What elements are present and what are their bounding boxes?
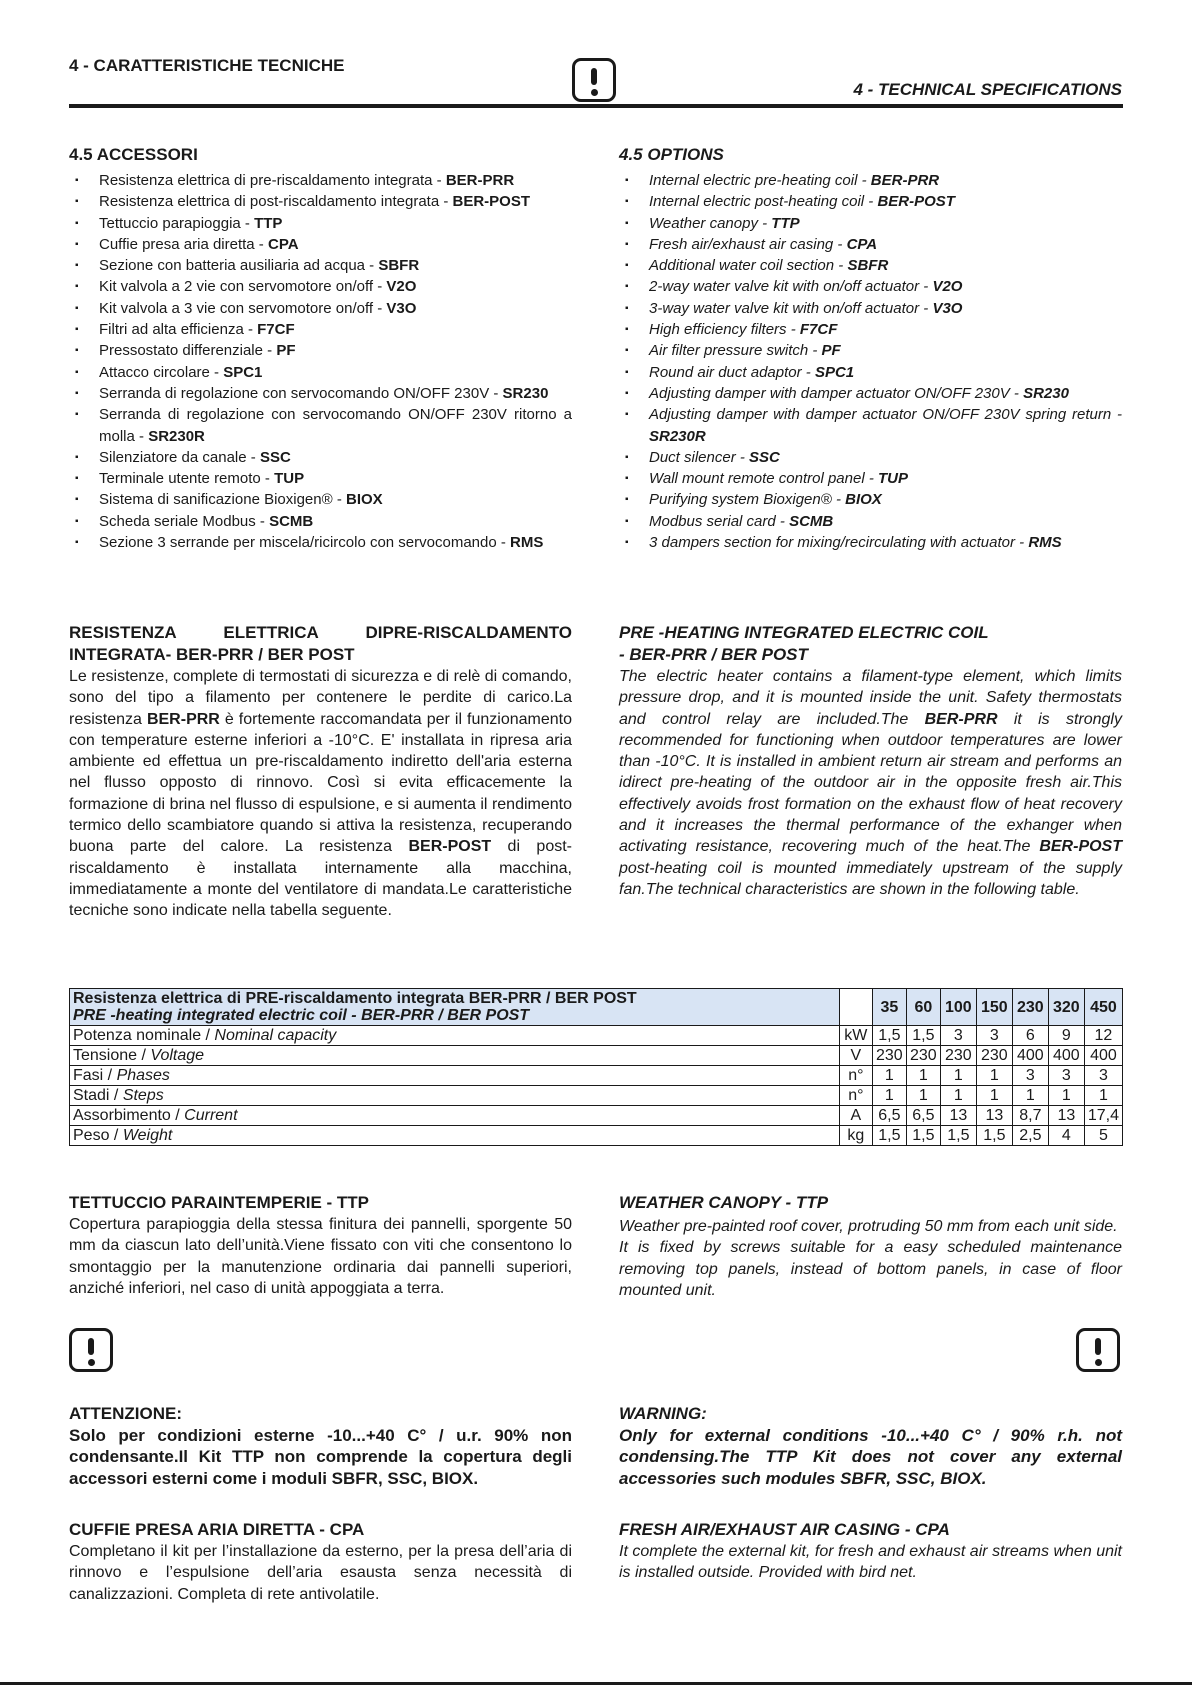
table-unit-cell: n° [839,1086,872,1106]
table-value-cell: 3 [940,1026,976,1046]
warning-section-it [69,1403,572,1489]
table-value-cell: 3 [1012,1066,1048,1086]
list-item: ▪ Kit valvola a 2 vie con servomotore on/off - V2O [69,276,572,297]
list-item: ▪ Wall mount remote control panel - TUP [619,468,1122,489]
table-value-cell: 2,5 [1012,1126,1048,1146]
list-item: ▪ Adjusting damper with damper actuator ON/OFF 230V spring return - SR230R [619,404,1122,447]
ttp-body2-en: It is fixed by screws suitable for a easy scheduled maintenance removing top panels, instead of bottom panels, in case of floor mounted unit. [619,1239,1122,1299]
resistenza-title-line1-en: PRE -HEATING INTEGRATED ELECTRIC COIL [619,623,989,642]
cpa-section-it [69,1519,572,1605]
warning-body-en: Only for external conditions -10...+40 C° / 90% r.h. not condensing.The TTP Kit does not cover any external accessories such modules SBFR, SSC, BIOX. [619,1426,1122,1488]
ttp-section-en [619,1192,1122,1301]
table-value-cell: 1,5 [872,1126,906,1146]
table-value-cell: 1 [976,1066,1012,1086]
header-section-title-it: 4 - CARATTERISTICHE TECNICHE [69,56,345,75]
table-size-header: 320 [1048,989,1084,1026]
table-row [70,1106,1123,1126]
resistenza-title-line2-en: - BER-PRR / BER POST [619,645,808,664]
table-row-label: Peso / Weight [70,1126,840,1146]
table-size-header: 150 [976,989,1012,1026]
warning-title-en: WARNING: [619,1404,707,1423]
table-value-cell: 1,5 [872,1026,906,1046]
table-value-cell: 13 [976,1106,1012,1126]
list-item: ▪ Sistema di sanificazione Bioxigen® - BIOX [69,489,572,510]
options-title: 4.5 OPTIONS [619,145,724,164]
table-title-it: Resistenza elettrica di PRE-riscaldamento integrata BER-PRR / BER POST [73,990,637,1007]
table-value-cell: 400 [1084,1046,1122,1066]
table-title-en: PRE -heating integrated electric coil - BER-PRR / BER POST [73,1007,530,1024]
ttp-body1-en: Weather pre-painted roof cover, protruding 50 mm from each unit side. [619,1218,1118,1235]
list-item: ▪ Sezione 3 serrande per miscela/ricircolo con servocomando - RMS [69,532,572,553]
options-section [619,144,1122,553]
table-row-label: Tensione / Voltage [70,1046,840,1066]
ttp-title-it: TETTUCCIO PARAINTEMPERIE - TTP [69,1193,370,1212]
table-value-cell: 1 [1012,1086,1048,1106]
table-header-row [70,989,1123,1026]
list-item: ▪ Additional water coil section - SBFR [619,255,1122,276]
list-item: ▪ Cuffie presa aria diretta - CPA [69,234,572,255]
list-item: ▪ Resistenza elettrica di post-riscaldamento integrata - BER-POST [69,191,572,212]
table-value-cell: 5 [1084,1126,1122,1146]
list-item: ▪ Tettuccio parapioggia - TTP [69,213,572,234]
list-item: ▪ Duct silencer - SSC [619,447,1122,468]
table-value-cell: 4 [1048,1126,1084,1146]
table-value-cell: 3 [976,1026,1012,1046]
list-item: ▪ Fresh air/exhaust air casing - CPA [619,234,1122,255]
list-item: ▪ Weather canopy - TTP [619,213,1122,234]
resistenza-section-it [69,622,572,922]
table-value-cell: 1 [1048,1086,1084,1106]
table-row [70,1126,1123,1146]
table-value-cell: 230 [940,1046,976,1066]
resistenza-body-en: The electric heater contains a filament-type element, which limits pressure drop, and it is mounted inside the unit. Safety thermostats and control relay are included.The BER-PRR it is strongly recommended for functioning when outdoor temperatures are lower than -10°C. It is installed in ambient return air stream and performs an idirect pre-heating of the outdoor air in the opposite fresh air.This effectively avoids frost formation on the exhaust flow of heat recovery and it increases the thermal performance of the exhanger when activating resistance, recovering much of the heat.The BER-POST post-heating coil is mounted immediately upstream of the supply fan.The technical characteristics are shown in the following table. [619,668,1122,898]
table-value-cell: 1 [906,1086,940,1106]
list-item: ▪ Internal electric post-heating coil - BER-POST [619,191,1122,212]
list-item: ▪ 3 dampers section for mixing/recirculating with actuator - RMS [619,532,1122,553]
cpa-body-en: It complete the external kit, for fresh and exhaust air streams when unit is installed outside. Provided with bird net. [619,1543,1122,1582]
list-item: ▪ Sezione con batteria ausiliaria ad acqua - SBFR [69,255,572,276]
warning-exclamation-icon [69,1328,113,1372]
table-unit-cell: n° [839,1066,872,1086]
table-unit-header [839,989,872,1026]
warning-section-en [619,1403,1122,1489]
resistenza-body-it: Le resistenze, complete di termostati di sicurezza e di relè di comando, sono del tipo a filamento per contenere le perdite di carico.La resistenza BER-PRR è fortemente raccomandata per il funzionamento con temperature esterne inferiori a -10°C. E' installata in ripresa aria ambiente ed effettua un pre-riscaldamento indiretto dell'aria esterna nel flusso opposto di rinnovo. Così si evita efficacemente la formazione di brina nel flusso di espulsione, e si aumenta il rendimento termico dello scambiatore quando si attiva la resistenza, recuperando buona parte del calore. La resistenza BER-POST di post-riscaldamento è installata internamente alla macchina, immediatamente a monte del ventilatore di mandata.Le caratteristiche tecniche sono indicate nella tabella seguente. [69,668,572,920]
table-value-cell: 3 [1048,1066,1084,1086]
table-value-cell: 1 [940,1066,976,1086]
cpa-title-it: CUFFIE PRESA ARIA DIRETTA - CPA [69,1520,365,1539]
list-item: ▪ Terminale utente remoto - TUP [69,468,572,489]
table-unit-cell: kg [839,1126,872,1146]
list-item: ▪ Kit valvola a 3 vie con servomotore on/off - V3O [69,298,572,319]
ttp-title-en: WEATHER CANOPY - TTP [619,1193,829,1212]
ttp-section-it [69,1192,572,1299]
list-item: ▪ Attacco circolare - SPC1 [69,362,572,383]
list-item: ▪ Filtri ad alta efficienza - F7CF [69,319,572,340]
table-unit-cell: V [839,1046,872,1066]
table-row-label: Stadi / Steps [70,1086,840,1106]
options-list [619,170,1122,553]
table-unit-cell: kW [839,1026,872,1046]
cpa-section-en [619,1519,1122,1584]
table-size-header: 100 [940,989,976,1026]
table-value-cell: 1 [1084,1086,1122,1106]
table-value-cell: 400 [1012,1046,1048,1066]
ttp-body-it: Copertura parapioggia della stessa finitura dei pannelli, sporgente 50 mm da ciascun lato dell’unità.Viene fissato con viti che consentono lo smontaggio per la manutenzione ordinaria dai pannelli superiori, anziché inferiori, nel caso di unità appoggiata a terra. [69,1216,572,1297]
table-value-cell: 6 [1012,1026,1048,1046]
list-item: ▪ Internal electric pre-heating coil - BER-PRR [619,170,1122,191]
table-row-label: Potenza nominale / Nominal capacity [70,1026,840,1046]
table-value-cell: 1 [872,1066,906,1086]
table-value-cell: 1 [906,1066,940,1086]
cpa-title-en: FRESH AIR/EXHAUST AIR CASING - CPA [619,1520,950,1539]
table-value-cell: 230 [872,1046,906,1066]
electric-coil-spec-table [69,988,1123,1146]
table-unit-cell: A [839,1106,872,1126]
table-row [70,1086,1123,1106]
list-item: ▪ Scheda seriale Modbus - SCMB [69,511,572,532]
resistenza-title-line2-it: INTEGRATA- BER-PRR / BER POST [69,645,355,664]
table-value-cell: 12 [1084,1026,1122,1046]
resistenza-title-line1-it: RESISTENZA ELETTRICA DIPRE-RISCALDAMENTO [69,623,572,642]
table-value-cell: 9 [1048,1026,1084,1046]
list-item: ▪ Air filter pressure switch - PF [619,340,1122,361]
list-item: ▪ High efficiency filters - F7CF [619,319,1122,340]
table-value-cell: 1,5 [906,1126,940,1146]
table-title-cell [70,989,840,1026]
table-row-label: Fasi / Phases [70,1066,840,1086]
table-value-cell: 13 [940,1106,976,1126]
list-item: ▪ Serranda di regolazione con servocomando ON/OFF 230V - SR230 [69,383,572,404]
list-item: ▪ Serranda di regolazione con servocomando ON/OFF 230V ritorno a molla - SR230R [69,404,572,447]
warning-title-it: ATTENZIONE: [69,1404,183,1423]
table-value-cell: 1,5 [940,1126,976,1146]
accessori-section [69,144,572,553]
table-row-label: Assorbimento / Current [70,1106,840,1126]
table-value-cell: 230 [976,1046,1012,1066]
warning-exclamation-icon [1076,1328,1120,1372]
list-item: ▪ Round air duct adaptor - SPC1 [619,362,1122,383]
table-value-cell: 230 [906,1046,940,1066]
table-size-header: 230 [1012,989,1048,1026]
header-section-title-en: 4 - TECHNICAL SPECIFICATIONS [853,80,1122,99]
list-item: ▪ Resistenza elettrica di pre-riscaldamento integrata - BER-PRR [69,170,572,191]
list-item: ▪ Silenziatore da canale - SSC [69,447,572,468]
cpa-body-it: Completano il kit per l’installazione da esterno, per la presa dell’aria di rinnovo e l’espulsione dell’aria esausta senza necessità di canalizzazioni. Completa di rete antivolatile. [69,1543,572,1603]
table-row [70,1066,1123,1086]
table-row [70,1026,1123,1046]
resistenza-section-en [619,622,1122,900]
table-value-cell: 1,5 [976,1126,1012,1146]
warning-body-it: Solo per condizioni esterne -10...+40 C° / u.r. 90% non condensante.Il Kit TTP non comprende la copertura degli accessori esterni come i moduli SBFR, SSC, BIOX. [69,1426,572,1488]
list-item: ▪ Modbus serial card - SCMB [619,511,1122,532]
table-value-cell: 6,5 [872,1106,906,1126]
list-item: ▪ 2-way water valve kit with on/off actuator - V2O [619,276,1122,297]
table-value-cell: 13 [1048,1106,1084,1126]
table-size-header: 450 [1084,989,1122,1026]
table-value-cell: 1 [976,1086,1012,1106]
list-item: ▪ Pressostato differenziale - PF [69,340,572,361]
table-value-cell: 17,4 [1084,1106,1122,1126]
table-value-cell: 1,5 [906,1026,940,1046]
table-value-cell: 3 [1084,1066,1122,1086]
list-item: ▪ Adjusting damper with damper actuator ON/OFF 230V - SR230 [619,383,1122,404]
list-item: ▪ 3-way water valve kit with on/off actuator - V3O [619,298,1122,319]
table-value-cell: 400 [1048,1046,1084,1066]
warning-exclamation-icon [572,58,616,102]
accessori-title: 4.5 ACCESSORI [69,145,198,164]
header-rule [69,104,1123,108]
table-size-header: 35 [872,989,906,1026]
table-value-cell: 8,7 [1012,1106,1048,1126]
list-item: ▪ Purifying system Bioxigen® - BIOX [619,489,1122,510]
table-size-header: 60 [906,989,940,1026]
accessori-list [69,170,572,553]
table-value-cell: 6,5 [906,1106,940,1126]
table-value-cell: 1 [872,1086,906,1106]
table-value-cell: 1 [940,1086,976,1106]
table-row [70,1046,1123,1066]
